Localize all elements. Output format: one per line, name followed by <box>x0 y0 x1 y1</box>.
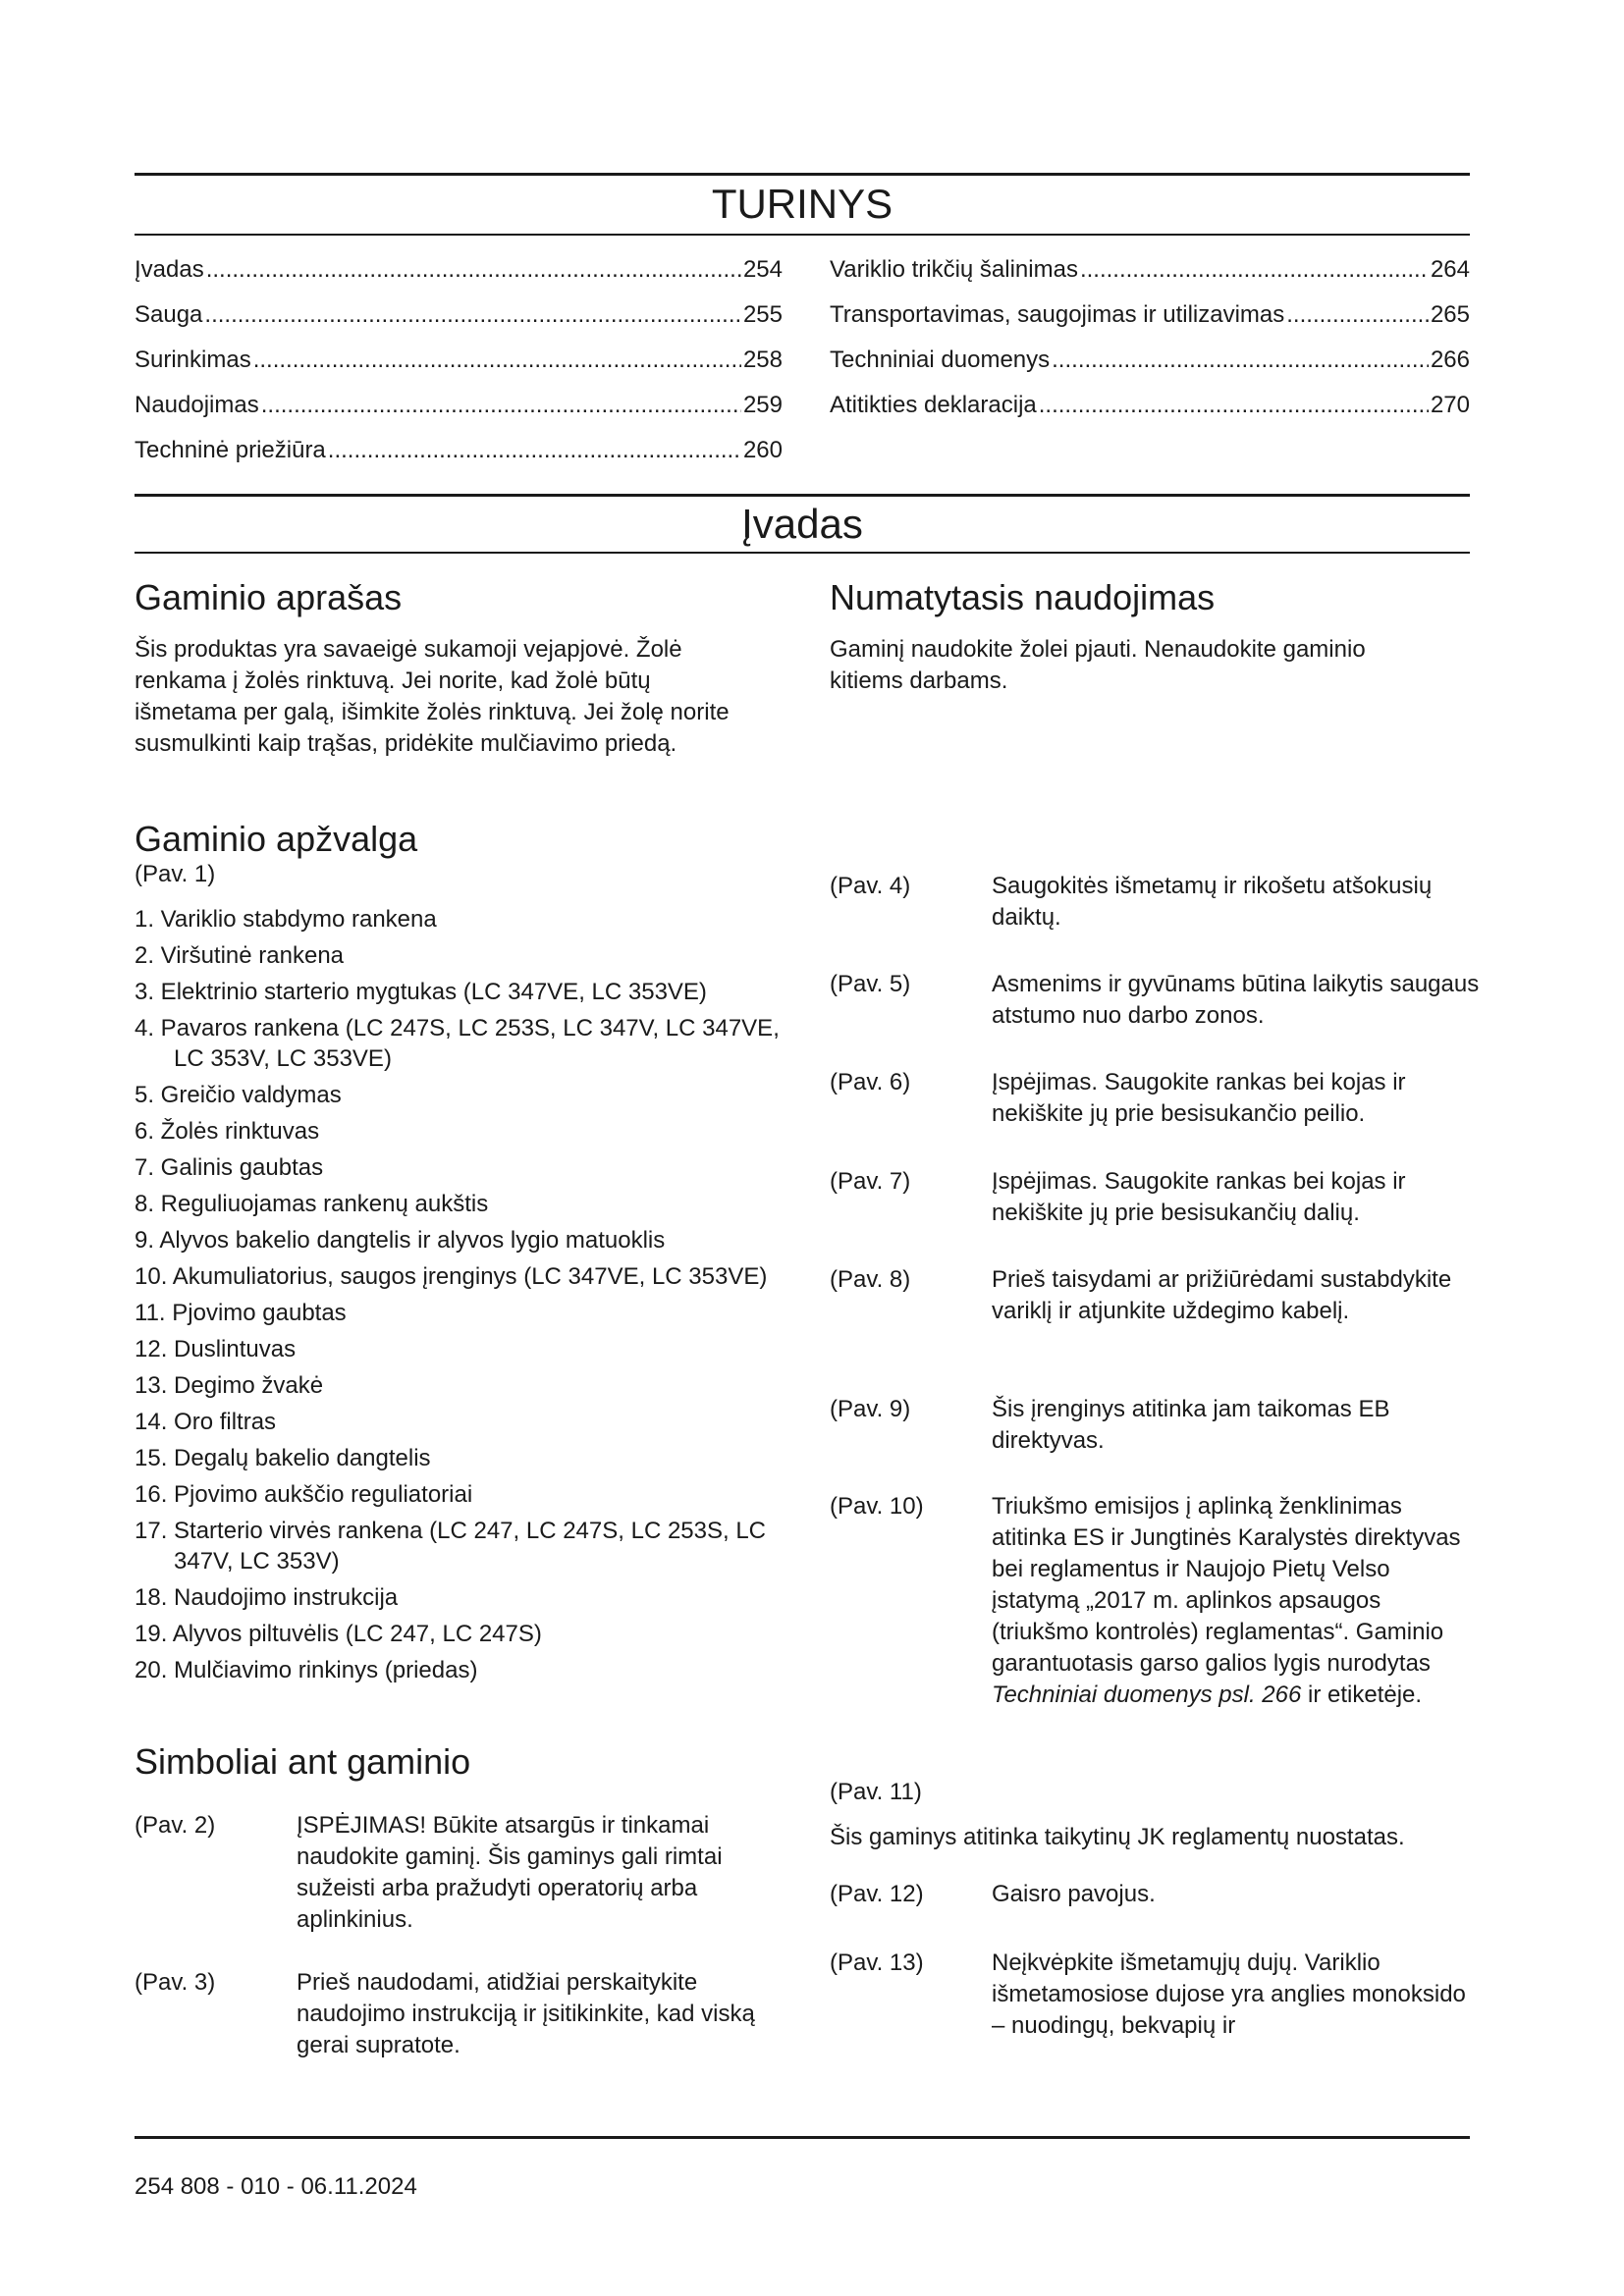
symbols-heading: Simboliai ant gaminio <box>135 1741 471 1782</box>
toc-entry[interactable]: Techniniai duomenys ..... 266 <box>830 338 1470 383</box>
overview-heading: Gaminio apžvalga <box>135 819 418 859</box>
symbol-text: Neįkvėpkite išmetamųjų dujų. Variklio išmetamosiose dujose yra anglies monoksido – nuodingų, bekvapių ir <box>992 1949 1466 2039</box>
footer-rule <box>135 2136 1470 2139</box>
technical-data-link[interactable]: Techniniai duomenys psl. 266 <box>992 1682 1302 1708</box>
chapter-title: Įvadas <box>741 501 863 547</box>
symbol-text: ĮSPĖJIMAS! Būkite atsargūs ir tinkamai naudokite gaminį. Šis gaminys gali rimtai sužeisti arba pražudyti operatorių arba aplinkinius. <box>297 1812 723 1933</box>
toc-entry[interactable]: Techninė priežiūra ..... 260 <box>135 428 783 473</box>
symbol-text: Šis įrenginys atitinka jam taikomas EB direktyvas. <box>992 1396 1390 1454</box>
toc-left-column <box>135 247 783 473</box>
list-item: 15. Degalų bakelio dangtelis <box>135 1445 431 1471</box>
overview-ref: (Pav. 1) <box>135 861 216 887</box>
toc-top-rule <box>135 173 1470 176</box>
symbol-text: Saugokitės išmetamų ir rikošetu atšokusių daiktų. <box>992 873 1433 931</box>
toc-right-column <box>830 247 1470 428</box>
toc-entry[interactable]: Variklio trikčių šalinimas ..... 264 <box>830 247 1470 293</box>
list-item: 13. Degimo žvakė <box>135 1372 324 1399</box>
product-description-heading: Gaminio aprašas <box>135 577 403 617</box>
symbol-text: Šis gaminys atitinka taikytinų JK reglamentų nuostatas. <box>830 1824 1405 1850</box>
symbol-ref: (Pav. 4) <box>830 873 911 899</box>
list-item: 20. Mulčiavimo rinkinys (priedas) <box>135 1657 478 1683</box>
list-item: 19. Alyvos piltuvėlis (LC 247, LC 247S) <box>135 1621 542 1647</box>
symbol-text: Prieš naudodami, atidžiai perskaitykite naudojimo instrukciją ir įsitikinkite, kad viską gerai supratote. <box>297 1969 755 2058</box>
symbol-text: Triukšmo emisijos į aplinką ženklinimas atitinka ES ir Jungtinės Karalystės direktyvas bei reglamentus ir Naujojo Pietų Velso įstatymą „2017 m. aplinkos apsaugos (triukšmo kontrolės) reglamentas“. Gaminio garantuotasis garso galios lygis nurodytas Techniniai duomenys psl. 266 ir etiketėje. <box>992 1493 1461 1708</box>
list-item: 8. Reguliuojamas rankenų aukštis <box>135 1191 489 1217</box>
symbol-text: Asmenims ir gyvūnams būtina laikytis saugaus atstumo nuo darbo zonos. <box>992 971 1480 1029</box>
toc-entry[interactable]: Transportavimas, saugojimas ir utilizavimas ..... 265 <box>830 293 1470 338</box>
symbol-text: Įspėjimas. Saugokite rankas bei kojas ir nekiškite jų prie besisukančio peilio. <box>992 1069 1406 1127</box>
list-item: 7. Galinis gaubtas <box>135 1154 324 1181</box>
list-item: 18. Naudojimo instrukcija <box>135 1584 399 1611</box>
toc-bottom-rule <box>135 234 1470 236</box>
list-item: 6. Žolės rinktuvas <box>135 1118 320 1145</box>
intended-use-heading: Numatytasis naudojimas <box>830 577 1216 617</box>
symbol-ref: (Pav. 7) <box>830 1168 911 1195</box>
symbol-ref: (Pav. 10) <box>830 1493 924 1520</box>
symbol-ref: (Pav. 6) <box>830 1069 911 1095</box>
footer-document-number: 254 808 - 010 - 06.11.2024 <box>135 2173 417 2200</box>
list-item: 3. Elektrinio starterio mygtukas (LC 347VE, LC 353VE) <box>135 979 707 1005</box>
symbol-entry <box>830 1777 1478 1853</box>
list-item: 12. Duslintuvas <box>135 1336 297 1362</box>
list-item: 2. Viršutinė rankena <box>135 942 345 969</box>
symbol-ref: (Pav. 12) <box>830 1881 924 1907</box>
list-item: 4. Pavaros rankena (LC 247S, LC 253S, LC 347V, LC 347VE, LC 353V, LC 353VE) <box>135 1015 780 1072</box>
chapter-top-rule <box>135 494 1470 497</box>
overview-list <box>135 904 783 1691</box>
symbol-text: Gaisro pavojus. <box>992 1881 1156 1907</box>
list-item: 16. Pjovimo aukščio reguliatoriai <box>135 1481 473 1508</box>
chapter-bottom-rule <box>135 552 1470 554</box>
symbol-ref: (Pav. 2) <box>135 1812 216 1839</box>
intended-use-text: Gaminį naudokite žolei pjauti. Nenaudokite gaminio kitiems darbams. <box>830 636 1366 694</box>
toc-entry[interactable]: Sauga ..... 255 <box>135 293 783 338</box>
list-item: 9. Alyvos bakelio dangtelis ir alyvos lygio matuoklis <box>135 1227 666 1254</box>
symbol-ref: (Pav. 3) <box>135 1969 216 1996</box>
symbol-text: Įspėjimas. Saugokite rankas bei kojas ir nekiškite jų prie besisukančių dalių. <box>992 1168 1406 1226</box>
toc-entry[interactable]: Atitikties deklaracija ..... 270 <box>830 383 1470 428</box>
toc-entry[interactable]: Surinkimas ..... 258 <box>135 338 783 383</box>
symbol-ref: (Pav. 11) <box>830 1779 922 1805</box>
product-description-text: Šis produktas yra savaeigė sukamoji vejapjovė. Žolė renkama į žolės rinktuvą. Jei norite, kad žolė būtų išmetama per galą, išimkite žolės rinktuvą. Jei žolę norite susmulkinti kaip trąšas, pridėkite mulčiavimo priedą. <box>135 636 730 757</box>
list-item: 1. Variklio stabdymo rankena <box>135 906 437 933</box>
list-item: 14. Oro filtras <box>135 1409 277 1435</box>
symbol-text: Prieš taisydami ar prižiūrėdami sustabdykite variklį ir atjunkite uždegimo kabelį. <box>992 1266 1452 1324</box>
list-item: 17. Starterio virvės rankena (LC 247, LC 247S, LC 253S, LC 347V, LC 353V) <box>135 1518 767 1575</box>
symbol-ref: (Pav. 5) <box>830 971 911 997</box>
toc-entry[interactable]: Naudojimas ..... 259 <box>135 383 783 428</box>
symbol-ref: (Pav. 9) <box>830 1396 911 1422</box>
list-item: 5. Greičio valdymas <box>135 1082 342 1108</box>
symbol-ref: (Pav. 13) <box>830 1949 924 1976</box>
list-item: 10. Akumuliatorius, saugos įrenginys (LC 347VE, LC 353VE) <box>135 1263 768 1290</box>
symbol-ref: (Pav. 8) <box>830 1266 911 1293</box>
list-item: 11. Pjovimo gaubtas <box>135 1300 347 1326</box>
toc-entry[interactable]: Įvadas ..... 254 <box>135 247 783 293</box>
toc-title: TURINYS <box>711 181 893 227</box>
